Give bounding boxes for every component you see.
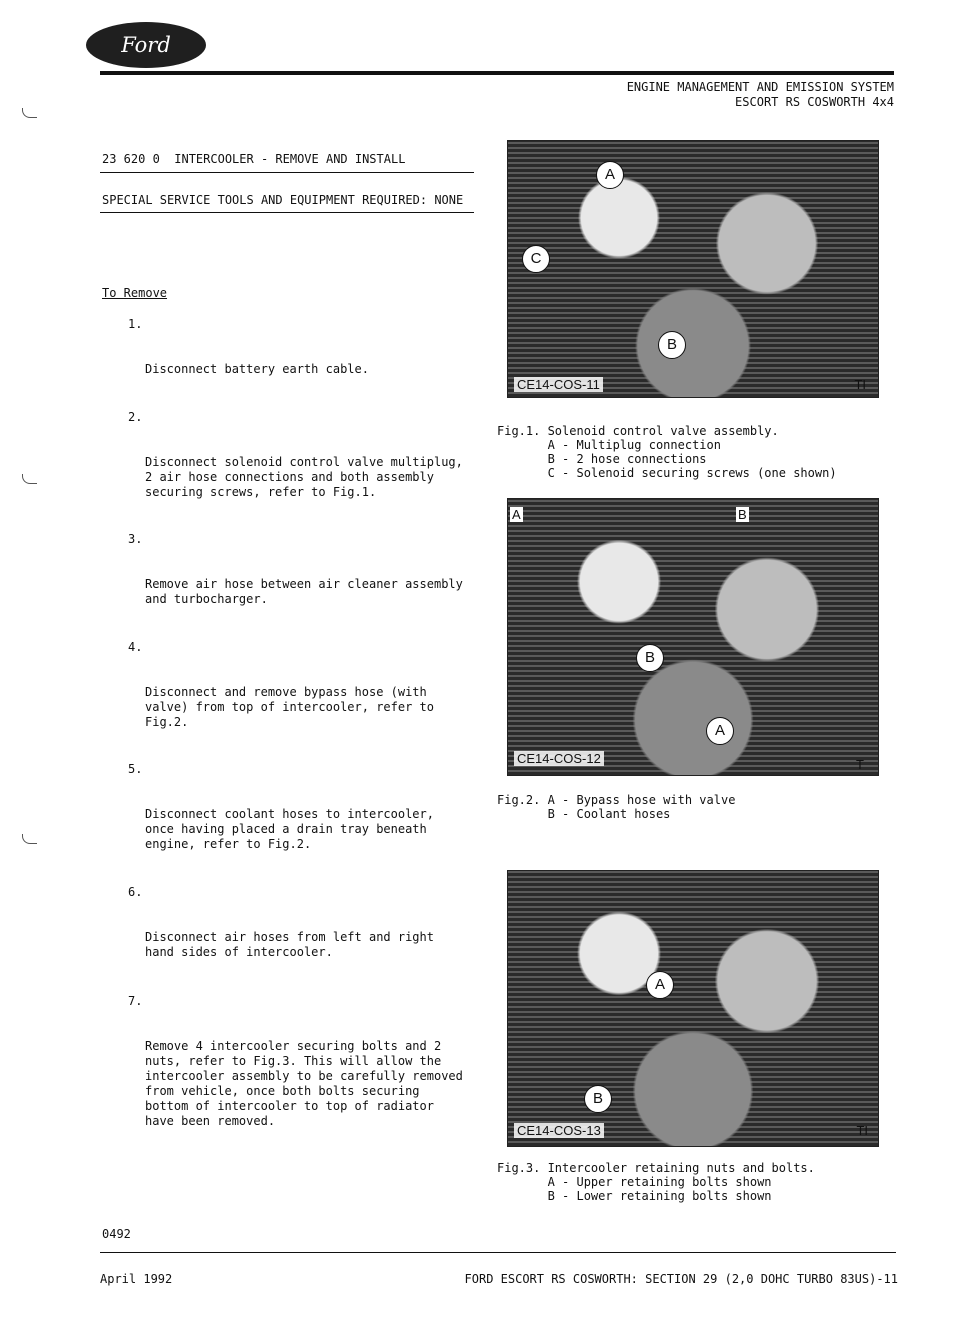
header-line-1: ENGINE MANAGEMENT AND EMISSION SYSTEM <box>626 80 894 94</box>
step-number: 6. <box>128 885 143 899</box>
section-title: 23 620 0 INTERCOOLER - REMOVE AND INSTALL <box>102 152 406 166</box>
figure-plate-id: CE14-COS-11 <box>514 377 603 392</box>
figure-corner-label: B <box>738 507 747 522</box>
callout-label: A <box>646 971 674 999</box>
figure-3-photo <box>507 870 879 1147</box>
step-number: 1. <box>128 317 143 331</box>
margin-mark <box>22 108 37 118</box>
figure-2-caption: Fig.2. A - Bypass hose with valve B - Coolant hoses <box>497 793 736 821</box>
figure-plate-id: CE14-COS-13 <box>514 1123 604 1138</box>
step-3 <box>128 532 488 622</box>
step-number: 3. <box>128 532 143 546</box>
figure-corner-mark: TI <box>854 377 866 392</box>
footer-reference: FORD ESCORT RS COSWORTH: SECTION 29 (2,0 DOHC TURBO 83US)-11 <box>464 1272 898 1286</box>
step-text: Disconnect battery earth cable. <box>145 362 369 376</box>
logo-text: Ford <box>121 33 171 57</box>
section-rule-1 <box>100 172 474 173</box>
step-1 <box>128 317 488 392</box>
figure-2-photo <box>507 498 879 776</box>
figure-corner-mark: T <box>856 757 864 772</box>
step-7 <box>128 994 488 1144</box>
step-number: 4. <box>128 640 143 654</box>
step-6 <box>128 885 488 975</box>
footer-date: April 1992 <box>100 1272 173 1286</box>
figure-corner-mark: TI <box>856 1123 868 1138</box>
figure-plate-id: CE14-COS-12 <box>514 751 604 766</box>
callout-label: A <box>706 717 734 745</box>
step-number: 7. <box>128 994 143 1008</box>
step-text: Disconnect solenoid control valve multiplug, 2 air hose connections and both assembly securing screws, refer to Fig.1. <box>145 455 463 499</box>
figure-3-caption: Fig.3. Intercooler retaining nuts and bolts. A - Upper retaining bolts shown B - Lower retaining bolts shown <box>497 1161 815 1203</box>
header-rule <box>100 71 894 75</box>
header-line-2: ESCORT RS COSWORTH 4x4 <box>735 95 894 109</box>
step-number: 5. <box>128 762 143 776</box>
callout-label: B <box>636 644 664 672</box>
ford-logo <box>86 22 206 68</box>
margin-mark <box>22 474 37 484</box>
figure-1-photo <box>507 140 879 398</box>
step-5 <box>128 762 488 867</box>
tools-required: SPECIAL SERVICE TOOLS AND EQUIPMENT REQUIRED: NONE <box>102 193 464 207</box>
step-text: Remove air hose between air cleaner assembly and turbocharger. <box>145 577 463 606</box>
callout-label: C <box>522 245 550 273</box>
step-text: Disconnect air hoses from left and right hand sides of intercooler. <box>145 930 434 959</box>
footer-rule <box>100 1252 896 1253</box>
subhead-to-remove: To Remove <box>102 286 168 300</box>
step-4 <box>128 640 488 745</box>
callout-label: B <box>658 331 686 359</box>
callout-label: B <box>584 1085 612 1113</box>
step-text: Disconnect and remove bypass hose (with valve) from top of intercooler, refer to Fig.2. <box>145 685 434 729</box>
section-rule-2 <box>100 212 474 213</box>
step-number: 2. <box>128 410 143 424</box>
step-text: Disconnect coolant hoses to intercooler, once having placed a drain tray beneath engine, refer to Fig.2. <box>145 807 434 851</box>
header-title <box>627 80 894 110</box>
step-text: Remove 4 intercooler securing bolts and 2 nuts, refer to Fig.3. This will allow the intercooler assembly to be carefully removed from vehicle, once both bolts securing bottom of intercooler to top of radiator have been removed. <box>145 1039 463 1128</box>
margin-mark <box>22 834 37 844</box>
callout-label: A <box>596 161 624 189</box>
figure-1-caption: Fig.1. Solenoid control valve assembly. A - Multiplug connection B - 2 hose connections C - Solenoid securing screws (one shown) <box>497 424 837 480</box>
footer-code: 0492 <box>102 1227 131 1241</box>
figure-corner-label: A <box>512 507 521 522</box>
step-2 <box>128 410 488 515</box>
